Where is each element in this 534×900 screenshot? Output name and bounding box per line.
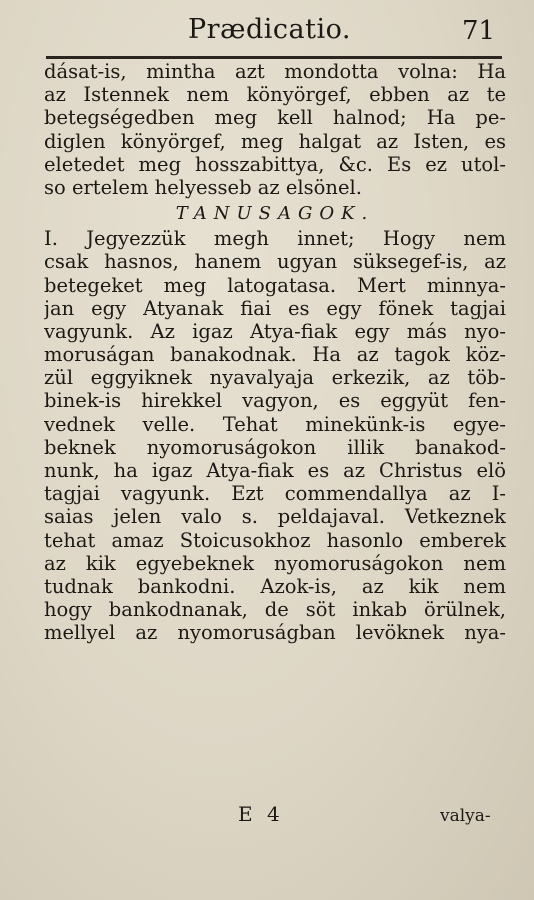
text-line: zül eggyiknek nyavalyaja erkezik, az töb- — [44, 366, 506, 390]
running-title: Prædicatio. — [188, 14, 351, 45]
text-line: jan egy Atyanak fiai es egy fönek tagjai — [44, 296, 506, 320]
text-line: dásat-is, mintha azt mondotta volna: Ha — [44, 60, 506, 83]
text-line: binek-is hirekkel vagyon, es eggyüt fen- — [44, 389, 506, 413]
text-line: tehat amaz Stoicusokhoz hasonlo emberek — [44, 528, 506, 552]
text-line: beknek nyomoruságokon illik banakod- — [44, 435, 506, 459]
section-heading: TANUSAGOK. — [175, 203, 375, 225]
text-body — [44, 60, 506, 645]
text-line: nunk, ha igaz Atya-fiak es az Christus elö — [44, 459, 506, 482]
catchword: valya- — [440, 806, 491, 826]
page-footer — [0, 802, 534, 832]
text-line: vagyunk. Az igaz Atya-fiak egy más nyo- — [44, 319, 506, 343]
text-line: I. Jegyezzük megh innet; Hogy nem — [44, 227, 506, 251]
text-line: tudnak bankodni. Azok-is, az kik nem — [44, 574, 506, 598]
text-line: so ertelem helyesseb az elsönel. — [44, 175, 362, 199]
signature-mark: E 4 — [238, 802, 284, 826]
text-line: vednek velle. Tehat minekünk-is egye- — [44, 412, 506, 436]
text-line: csak hasnos, hanem ugyan süksegef-is, az — [44, 250, 506, 274]
text-line: az Istennek nem könyörgef, ebben az te — [44, 83, 506, 107]
text-line: eletedet meg hosszabittya, &c. Es ez utol- — [44, 152, 506, 176]
text-line: tagjai vagyunk. Ezt commendallya az I- — [44, 482, 506, 506]
page-header — [0, 14, 534, 54]
text-line: saias jelen valo s. peldajaval. Vetkeznek — [44, 505, 506, 529]
text-line: az kik egyebeknek nyomoruságokon nem — [44, 551, 506, 575]
page-number: 71 — [462, 16, 496, 46]
text-line: moruságan banakodnak. Ha az tagok köz- — [44, 343, 506, 367]
text-line: betegségedben meg kell halnod; Ha pe- — [44, 106, 506, 130]
text-line: betegeket meg latogatasa. Mert minnya- — [44, 273, 506, 297]
text-line: hogy bankodnanak, de söt inkab örülnek, — [44, 598, 506, 622]
text-line: diglen könyörgef, meg halgat az Isten, es — [44, 129, 506, 153]
header-rule — [46, 56, 502, 59]
text-line: mellyel az nyomoruságban levöknek nya- — [44, 621, 506, 645]
